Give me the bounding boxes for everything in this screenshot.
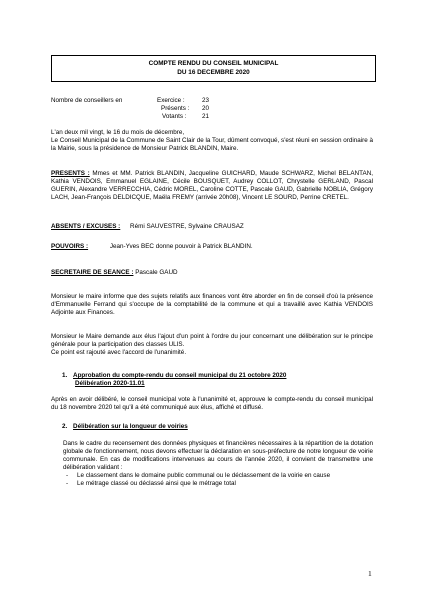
- section-1-number: 1.: [62, 372, 68, 379]
- count-presents-label: Présents :: [161, 105, 190, 112]
- intro-line-rest: Le Conseil Municipal de la Commune de Saint Clair de la Tour, dûment convoqué, s'est réuni en session ordinaire à la Mairie, sous la présidence de Monsieur Patrick BLANDIN, Maire.: [51, 137, 373, 153]
- count-exercice-label: Exercice :: [157, 97, 185, 104]
- counts-label: Nombre de conseillers en: [51, 97, 123, 104]
- pouvoirs-line: [51, 243, 253, 251]
- intro-line-1: L'an deux mil vingt, le 16 du mois de décembre,: [51, 129, 185, 136]
- ulis-paragraph-main: Monsieur le Maire demande aux élus l'ajout d'un point à l'ordre du jour concernant une délibération sur le principe générale pour la participation des classes ULIS.: [51, 333, 373, 349]
- presents-label: PRESENTS :: [51, 170, 90, 177]
- title-line-1: COMPTE RENDU DU CONSEIL MUNICIPAL: [148, 60, 279, 67]
- section-2-number: 2.: [62, 423, 68, 430]
- section-1-title: Approbation du compte-rendu du conseil municipal du 21 octobre 2020: [73, 372, 287, 379]
- count-votants-label: Votants :: [162, 113, 187, 120]
- section-2-heading: [62, 423, 188, 431]
- section-1-deliberation: Délibération 2020-11.01: [75, 380, 145, 387]
- list-item: - Le classement dans le domaine public communal ou le déclassement de la voirie en cause: [63, 472, 373, 480]
- secretaire-line: [51, 269, 178, 277]
- section-2-body: [63, 440, 373, 489]
- section-1-subtitle: [75, 380, 145, 388]
- secretaire-name: Pascale GAUD: [133, 269, 178, 276]
- page-number: 1: [368, 569, 372, 578]
- section-1-body: Après en avoir délibéré, le conseil municipal vote à l'unanimité et, approuve le compte-rendu du conseil municipal du 18 novembre 2020 tel qu'il a été communiqué aux élus, affiché et diffusé.: [51, 396, 373, 412]
- absents-label: ABSENTS / EXCUSES :: [51, 223, 121, 230]
- presents-paragraph: [51, 170, 373, 202]
- finances-paragraph: Monsieur le maire informe que des sujets relatifs aux finances vont être aborder en fin de conseil d'où la présence d'Emmanuelle Ferrand qui s'occupe de la comptabilité de la commune et qui a travaillé avec Kathia VENDOIS Adjointe aux Finances.: [51, 293, 373, 317]
- count-votants-value: 21: [202, 113, 210, 120]
- ulis-paragraph: [51, 333, 373, 357]
- secretaire-label: SECRETAIRE DE SEANCE :: [51, 269, 134, 276]
- section-2-title: Délibération sur la longueur de voiries: [73, 423, 188, 430]
- pouvoirs-text: Jean-Yves BEC donne pouvoir à Patrick BLANDIN.: [109, 243, 253, 250]
- count-exercice-value: 23: [202, 97, 210, 104]
- presents-list: Mmes et MM. Patrick BLANDIN, Jacqueline GUICHARD, Maude SCHWARZ, Michel BELANTAN, Kathia VENDOIS, Emmanuel EGLAINE, Cécile BOUSQUET, Audrey COLLOT, Chrystelle GERLAND, Pascal GUERIN, Alexandre VERRECCHIA, Cédric MOREL, Caroline COTTE, Pascale GAUD, Gabrielle NOBLIA, Grégory LACH, Jean-François DELDICQUE, Maëla FREMY (arrivée 20h08), Vincent LE SOURD, Perrine CRETEL.: [51, 170, 373, 202]
- absents-line: [51, 223, 244, 231]
- count-presents-value: 20: [202, 105, 210, 112]
- absents-list: Rémi SAUVESTRE, Sylvaine CRAUSAZ: [130, 223, 244, 230]
- ulis-paragraph-last: Ce point est rajouté avec l'accord de l'unanimité.: [51, 349, 187, 357]
- title-line-2: DU 16 DECEMBRE 2020: [177, 68, 250, 76]
- pouvoirs-label: POUVOIRS :: [51, 243, 89, 250]
- list-item: - Le métrage classé ou déclassé ainsi que le métrage total: [63, 480, 373, 488]
- section-2-paragraph: Dans le cadre du recensement des données physiques et financières nécessaires à la répartition de la dotation globale de fonctionnement, nous devons effectuer la déclaration en sous-préfecture de notre longueur de voirie communale. En cas de modifications intervenues au cours de l'année 2020, il convient de transmettre une délibération validant :: [63, 440, 373, 472]
- intro-paragraph: [51, 129, 373, 153]
- section-2-list: [63, 472, 373, 488]
- document-title-box: [51, 55, 376, 82]
